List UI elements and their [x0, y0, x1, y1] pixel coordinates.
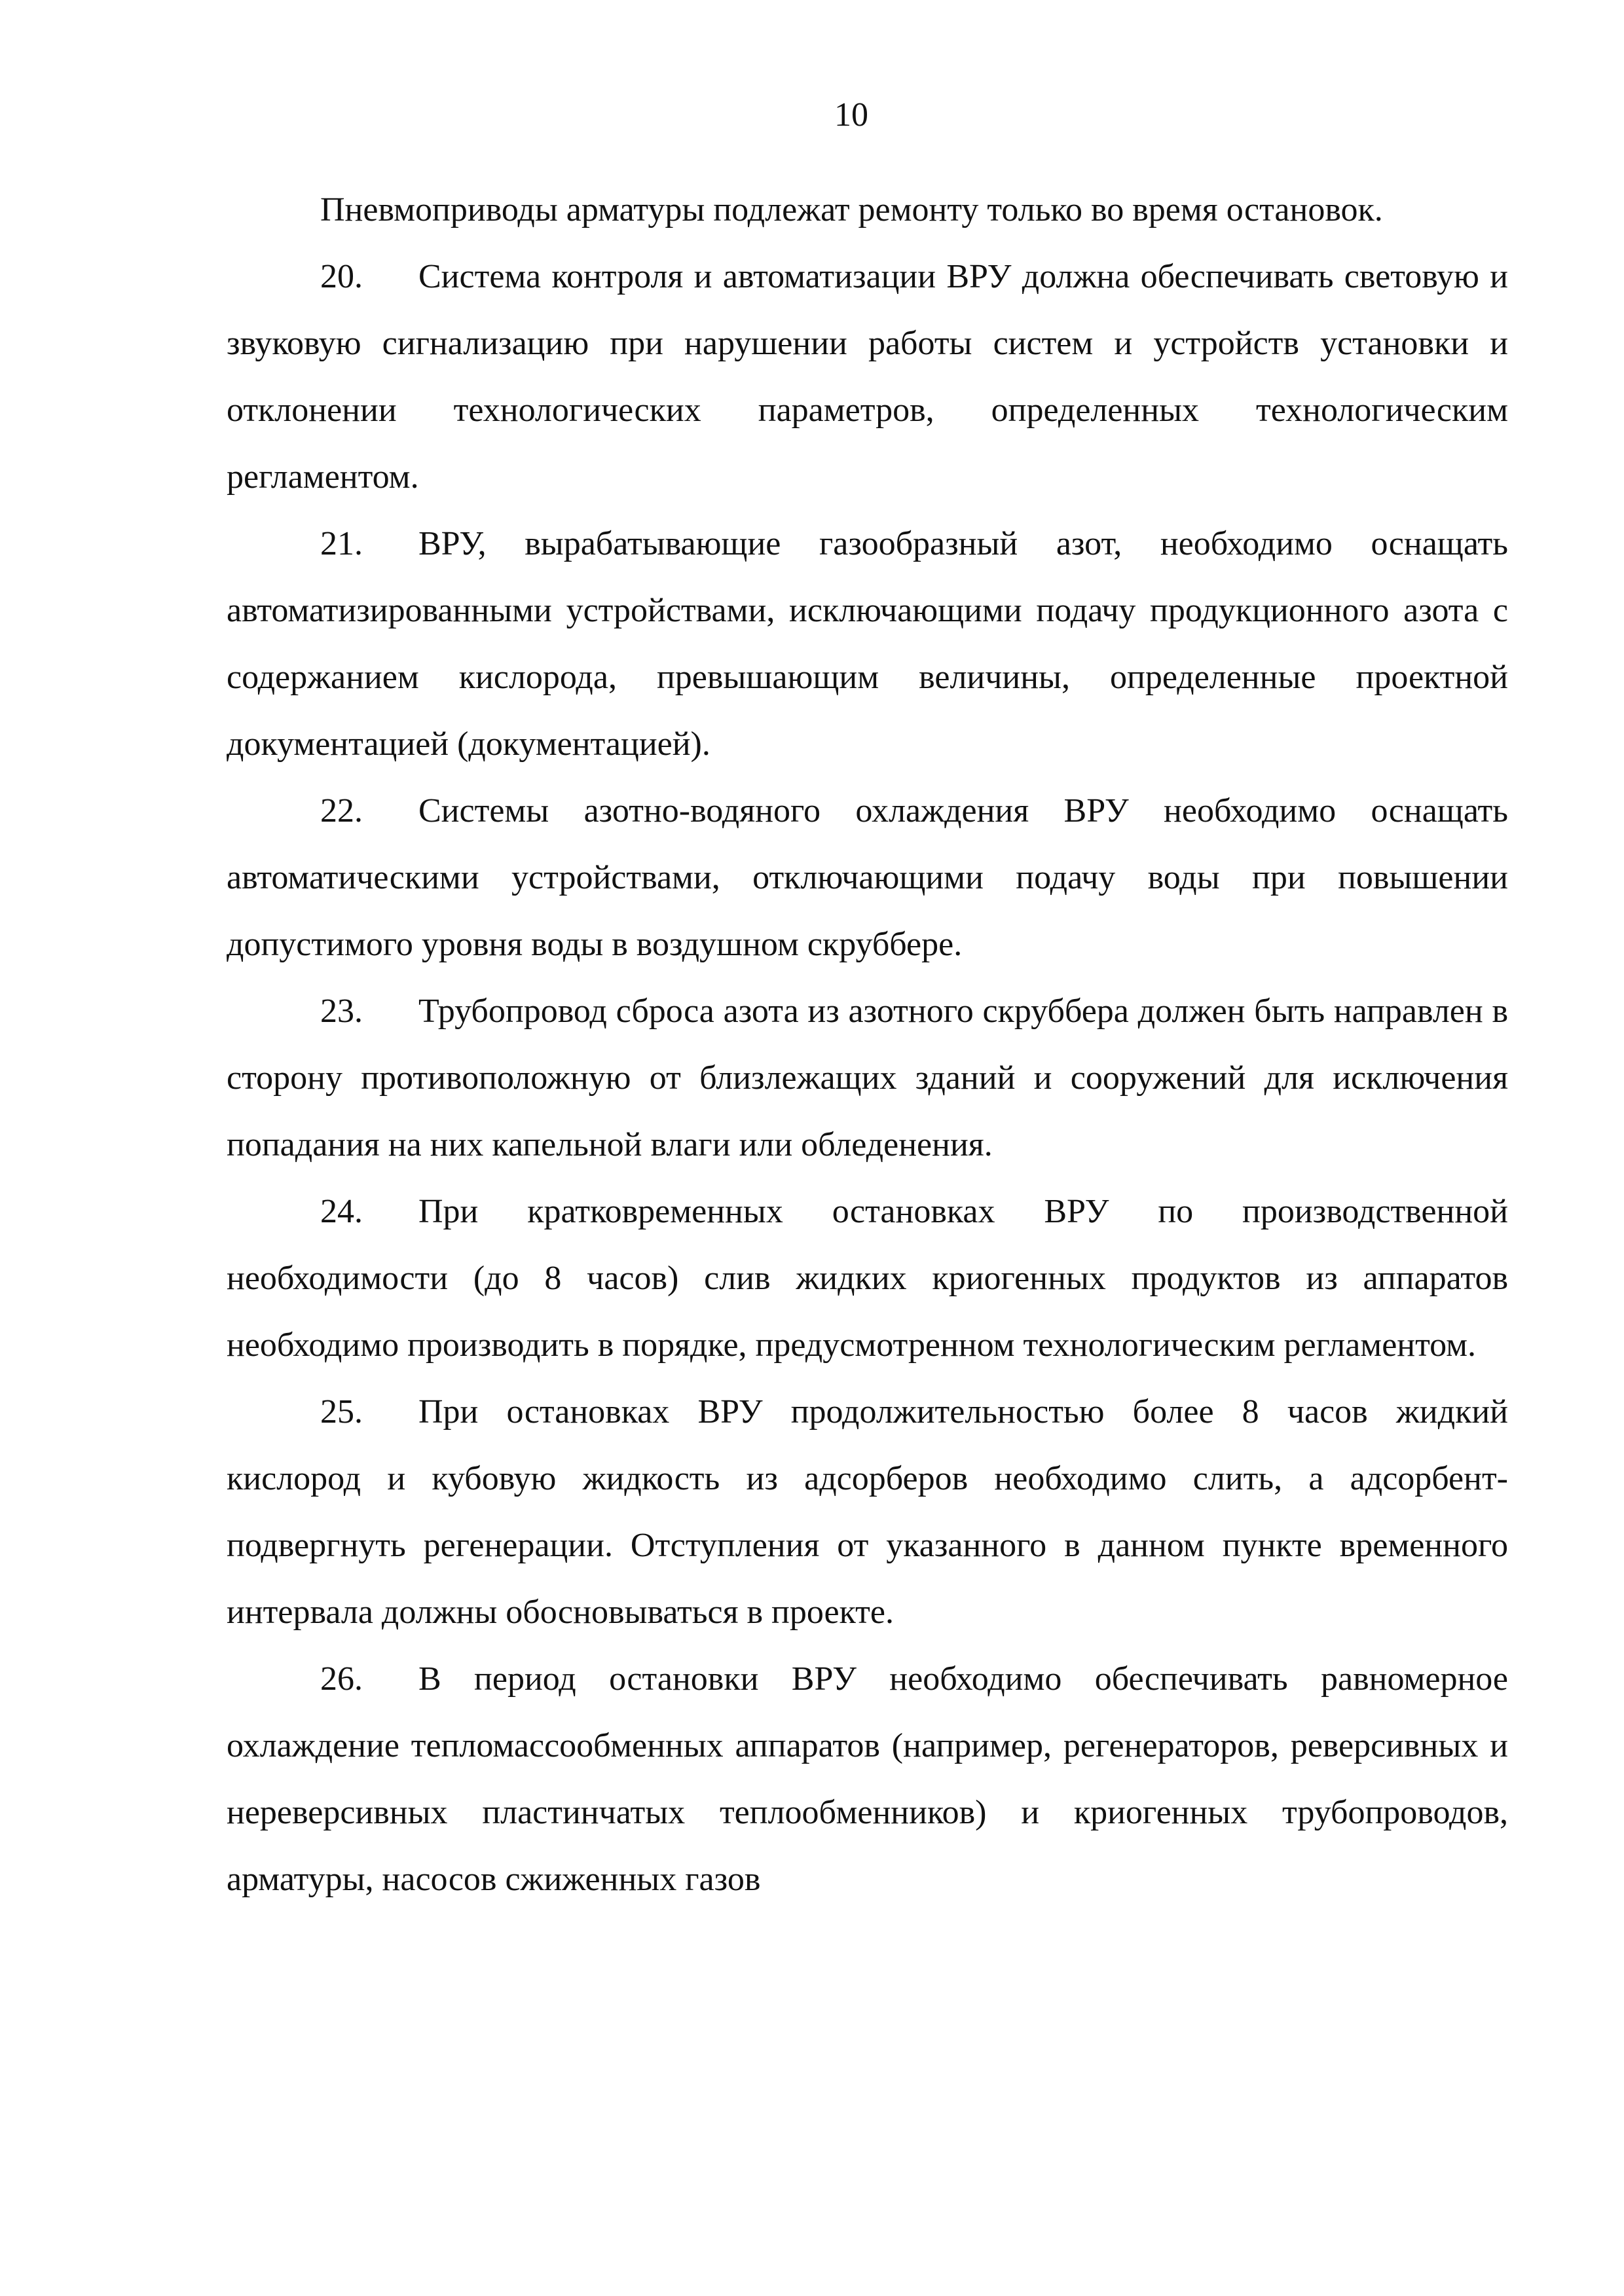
paragraph-25: [227, 1379, 1508, 1646]
paragraph-number: 24.: [320, 1193, 363, 1230]
paragraph-21: [227, 511, 1508, 778]
paragraph-23: [227, 978, 1508, 1178]
paragraph-26: [227, 1646, 1508, 1913]
paragraph-number: 25.: [320, 1393, 363, 1430]
paragraph-22: [227, 778, 1508, 978]
paragraph-text: При остановках ВРУ продолжительностью более 8 часов жидкий кислород и кубовую жидкость из адсорберов необходимо слить, а адсорбент- подвергнуть регенерации. Отступления от указанного в данном пункте временного интервала должны обосновываться в проекте.: [227, 1393, 1508, 1631]
page-number: 10: [834, 96, 868, 134]
paragraph-20: [227, 244, 1508, 511]
paragraph-number: 20.: [320, 258, 363, 295]
paragraph-number: 23.: [320, 993, 363, 1030]
paragraph-text: В период остановки ВРУ необходимо обеспечивать равномерное охлаждение тепломассообменных аппаратов (например, регенераторов, реверсивных и нереверсивных пластинчатых теплообменников) и криогенных трубопроводов, арматуры, насосов сжиженных газов: [227, 1660, 1508, 1898]
paragraph-24: [227, 1178, 1508, 1379]
paragraph-text: При кратковременных остановках ВРУ по производственной необходимости (до 8 часов) слив жидких криогенных продуктов из аппаратов необходимо производить в порядке, предусмотренном технологическим регламентом.: [227, 1193, 1508, 1364]
paragraph-text: Система контроля и автоматизации ВРУ должна обеспечивать световую и звуковую сигнализацию при нарушении работы систем и устройств установки и отклонении технологических параметров, определенных технологическим регламентом.: [227, 258, 1508, 496]
paragraph-text: Пневмоприводы арматуры подлежат ремонту только во время остановок.: [320, 191, 1383, 228]
paragraph-text: Системы азотно-водяного охлаждения ВРУ необходимо оснащать автоматическими устройствами, отключающими подачу воды при повышении допустимого уровня воды в воздушном скруббере.: [227, 792, 1508, 963]
paragraph-number: 22.: [320, 792, 363, 829]
paragraph-intro: [227, 177, 1508, 244]
paragraph-number: 21.: [320, 525, 363, 562]
paragraph-number: 26.: [320, 1660, 363, 1698]
document-body: [227, 177, 1508, 1913]
paragraph-text: ВРУ, вырабатывающие газообразный азот, необходимо оснащать автоматизированными устройствами, исключающими подачу продукционного азота с содержанием кислорода, превышающим величины, определенные проектной документацией (документацией).: [227, 525, 1508, 763]
paragraph-text: Трубопровод сброса азота из азотного скруббера должен быть направлен в сторону противоположную от близлежащих зданий и сооружений для исключения попадания на них капельной влаги или обледенения.: [227, 993, 1508, 1163]
